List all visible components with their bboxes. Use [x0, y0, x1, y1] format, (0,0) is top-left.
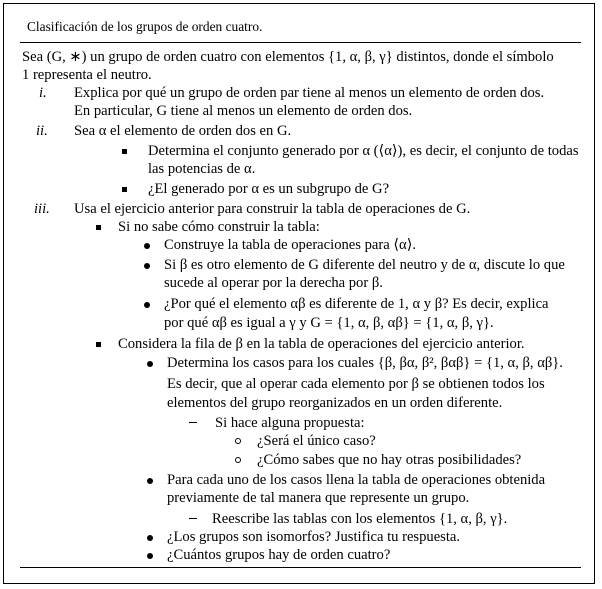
- item-iii-sub-2-point-2-line-1: Para cada uno de los casos llena la tabla de operaciones obtenida: [167, 472, 546, 488]
- round-bullet-icon: [144, 263, 150, 269]
- square-bullet-icon: [96, 342, 101, 347]
- round-bullet-icon: [144, 243, 150, 249]
- item-iii-sub-2-point-1-circle-1: ¿Será el único caso?: [257, 433, 376, 449]
- top-rule: [20, 42, 581, 43]
- intro-line-1: Sea (G, ∗) un grupo de orden cuatro con elementos {1, α, β, γ} distintos, donde el símbolo: [22, 49, 554, 65]
- item-ii-sub-1-line-2: las potencias de α.: [148, 161, 256, 177]
- item-ii-line-1: Sea α el elemento de orden dos en G.: [74, 123, 292, 139]
- item-iii-sub-1-point-2-line-1: Si β es otro elemento de G diferente del neutro y de α, discute lo que: [164, 257, 565, 273]
- item-iii-sub-1-point-3-line-2: por qué αβ es igual a γ y G = {1, α, β, αβ} = {1, α, β, γ}.: [164, 315, 494, 331]
- item-i-line-1: Explica por qué un grupo de orden par tiene al menos un elemento de orden dos.: [74, 85, 545, 101]
- document-title: Clasificación de los grupos de orden cuatro.: [27, 19, 263, 34]
- round-bullet-icon: [144, 302, 150, 308]
- item-iii-sub-2-point-3: ¿Los grupos son isomorfos? Justifica tu respuesta.: [167, 529, 461, 545]
- item-iii-sub-2-point-1-circle-2: ¿Cómo sabes que no hay otras posibilidades?: [257, 452, 522, 468]
- round-bullet-icon: [147, 553, 153, 559]
- bottom-rule: [20, 567, 581, 568]
- item-iii-sub-1-point-3-line-1: ¿Por qué el elemento αβ es diferente de 1, α y β? Es decir, explica: [164, 296, 549, 312]
- round-bullet-icon: [147, 478, 153, 484]
- item-iii-line-1: Usa el ejercicio anterior para construir la tabla de operaciones de G.: [74, 201, 471, 217]
- circle-bullet-icon: [235, 457, 241, 463]
- item-iii-numeral: iii.: [34, 201, 50, 217]
- item-iii-sub-1-point-1: Construye la tabla de operaciones para ⟨α⟩.: [164, 237, 417, 253]
- circle-bullet-icon: [235, 438, 241, 444]
- item-iii-sub-1-point-2-line-2: sucede al operar por la derecha por β.: [164, 275, 383, 291]
- dash-bullet-icon: [189, 422, 197, 423]
- item-iii-sub-2-point-1-dash-1: Si hace alguna propuesta:: [215, 415, 365, 431]
- item-ii-numeral: ii.: [36, 123, 48, 139]
- item-iii-sub-2-point-1-line-1: Determina los casos para los cuales {β, βα, β², βαβ} = {1, α, β, αβ}.: [167, 355, 563, 371]
- item-iii-sub-2-point-1-line-3: elementos del grupo reorganizados en un orden diferente.: [167, 395, 503, 411]
- item-iii-sub-2-point-4: ¿Cuántos grupos hay de orden cuatro?: [167, 547, 391, 563]
- round-bullet-icon: [147, 361, 153, 367]
- item-i-numeral: i.: [39, 85, 47, 101]
- round-bullet-icon: [147, 535, 153, 541]
- item-ii-sub-2-line-1: ¿El generado por α es un subgrupo de G?: [148, 181, 390, 197]
- dash-bullet-icon: [189, 518, 197, 519]
- item-iii-sub-2-point-2-line-2: previamente de tal manera que represente un grupo.: [167, 490, 470, 506]
- square-bullet-icon: [122, 149, 127, 154]
- square-bullet-icon: [96, 225, 101, 230]
- square-bullet-icon: [122, 187, 127, 192]
- intro-line-2: 1 representa el neutro.: [22, 67, 152, 83]
- item-i-line-2: En particular, G tiene al menos un elemento de orden dos.: [74, 103, 413, 119]
- item-iii-sub-2-point-1-line-2: Es decir, que al operar cada elemento por β se obtienen todos los: [167, 376, 545, 392]
- item-iii-sub-1-line-1: Si no sabe cómo construir la tabla:: [118, 219, 320, 235]
- item-iii-sub-2-point-2-dash-1: Reescribe las tablas con los elementos {1, α, β, γ}.: [212, 511, 508, 527]
- item-iii-sub-2-line-1: Considera la fila de β en la tabla de operaciones del ejercicio anterior.: [118, 336, 525, 352]
- item-ii-sub-1-line-1: Determina el conjunto generado por α (⟨α⟩), es decir, el conjunto de todas: [148, 143, 579, 159]
